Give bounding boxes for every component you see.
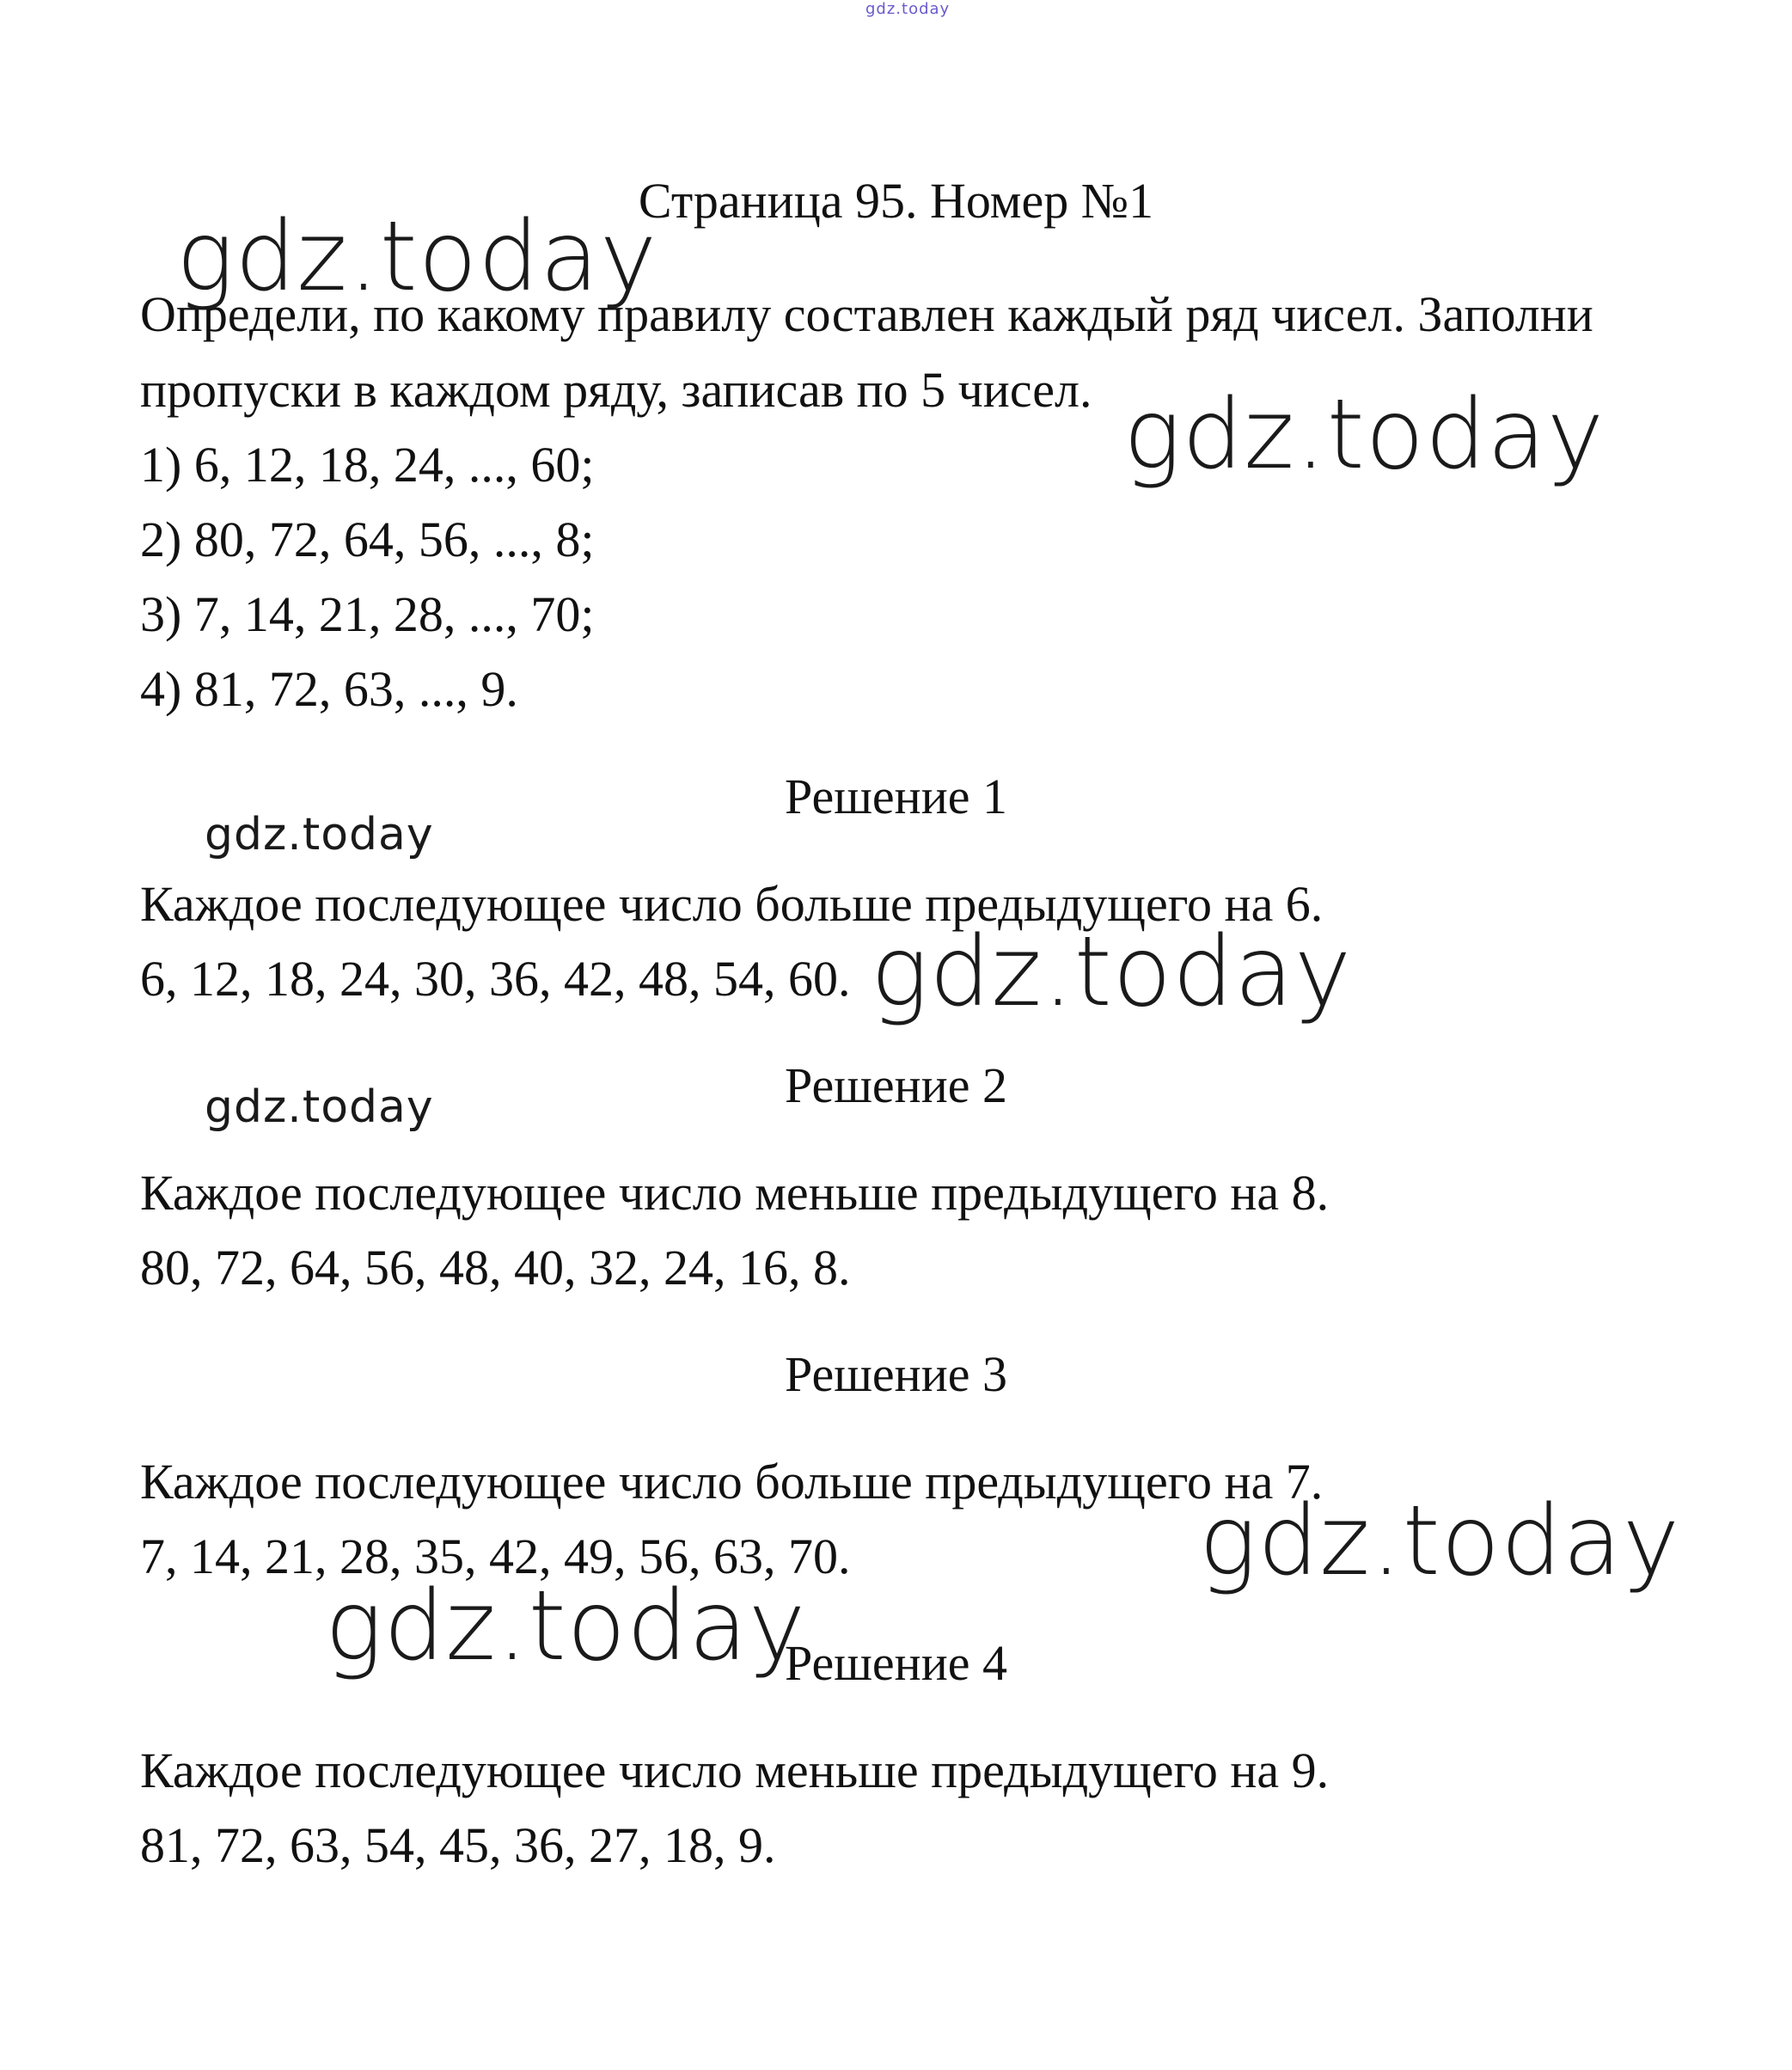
solution-1-sequence: 6, 12, 18, 24, 30, 36, 42, 48, 54, 60. [140,951,851,1007]
watermark: gdz.today [205,1081,434,1133]
solution-1-rule: Каждое последующее число больше предыдущего на 6. [140,876,1324,932]
solution-3-sequence: 7, 14, 21, 28, 35, 42, 49, 56, 63, 70. [140,1528,851,1584]
solution-4-heading: Решение 4 [785,1635,1007,1691]
solution-2-sequence: 80, 72, 64, 56, 48, 40, 32, 24, 16, 8. [140,1240,851,1295]
watermark: gdz.today [1123,379,1605,491]
task-item-3: 3) 7, 14, 21, 28, ..., 70; [140,586,595,642]
task-item-4: 4) 81, 72, 63, ..., 9. [140,661,518,717]
task-line-1: Определи, по какому правилу составлен каждый ряд чисел. Заполни [140,286,1593,342]
solution-2-heading: Решение 2 [785,1057,1007,1113]
solution-4-rule: Каждое последующее число меньше предыдущего на 9. [140,1742,1330,1798]
source-mark: gdz.today [865,0,951,18]
solution-1-heading: Решение 1 [785,769,1007,824]
solution-3-rule: Каждое последующее число больше предыдущего на 7. [140,1454,1324,1510]
watermark: gdz.today [205,809,434,860]
page-title: Страница 95. Номер №1 [638,173,1154,229]
solution-3-heading: Решение 3 [785,1346,1007,1402]
solution-4-sequence: 81, 72, 63, 54, 45, 36, 27, 18, 9. [140,1817,776,1873]
task-line-2: пропуски в каждом ряду, записав по 5 чисел. [140,362,1092,418]
task-item-2: 2) 80, 72, 64, 56, ..., 8; [140,511,595,567]
watermark: gdz.today [1199,1485,1681,1597]
solution-2-rule: Каждое последующее число меньше предыдущего на 8. [140,1165,1330,1221]
watermark: gdz.today [871,916,1353,1028]
watermark: gdz.today [325,1571,807,1682]
watermark: gdz.today [176,201,658,313]
task-item-1: 1) 6, 12, 18, 24, ..., 60; [140,437,595,493]
